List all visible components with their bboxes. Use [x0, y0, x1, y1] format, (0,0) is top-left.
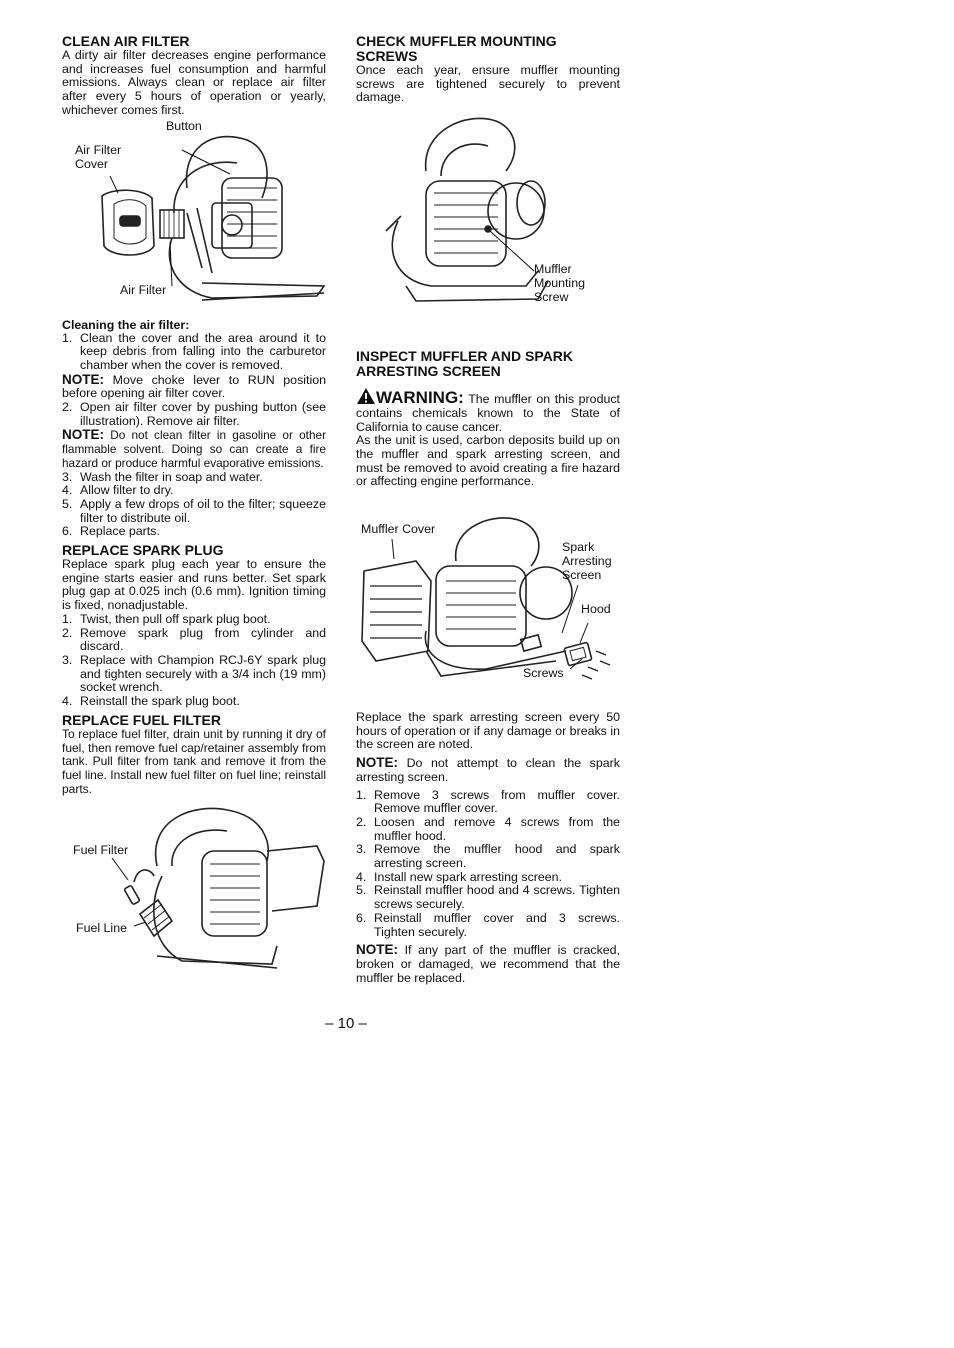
- fuel-filter-intro: To replace fuel filter, drain unit by running it dry of fuel, then remove fuel cap/retainer assembly from tank. Pull filter from tank and remove it from the fuel line. Install new fuel filter on fuel line; reinstall parts.: [62, 726, 326, 796]
- air-filter-illustration: [62, 118, 326, 318]
- fig-label-hood: Hood: [581, 602, 611, 617]
- cleaning-steps-c: [62, 471, 326, 540]
- clean-air-filter-heading: CLEAN AIR FILTER: [62, 33, 190, 49]
- fuel-filter-drawing: [62, 796, 326, 981]
- replace-spark-plug-heading: REPLACE SPARK PLUG: [62, 542, 224, 559]
- list-item: 5. Reinstall muffler hood and 4 screws. Tighten screws securely.: [356, 883, 620, 912]
- check-muffler-screws-heading: CHECK MUFFLER MOUNTING SCREWS: [356, 33, 557, 64]
- list-item: 2. Loosen and remove 4 screws from the muffler hood.: [356, 814, 620, 843]
- warning-label: WARNING:: [376, 388, 464, 408]
- page-number: – 10 –: [325, 1015, 367, 1032]
- fig-label-fuel-line: Fuel Line: [76, 921, 127, 936]
- list-item: 3. Wash the filter in soap and water.: [62, 469, 263, 484]
- list-item: 2. Remove spark plug from cylinder and discard.: [62, 625, 326, 654]
- replace-screen-paragraph: Replace the spark arresting screen every 50 hours of operation or if any damage or breaks in the screen are noted.: [356, 710, 620, 752]
- cleaning-steps-b: [62, 401, 326, 428]
- list-item: 6. Reinstall muffler cover and 3 screws. Tighten securely.: [356, 910, 620, 939]
- carbon-paragraph: As the unit is used, carbon deposits build up on the muffler and spark arresting screen, and must be removed to avoid creating a fire hazard or affecting engine performance.: [356, 433, 620, 489]
- cleaning-steps-a: [62, 332, 326, 373]
- muffler-screw-illustration: [356, 111, 620, 341]
- list-item: 5. Apply a few drops of oil to the filter; squeeze filter to distribute oil.: [62, 496, 326, 525]
- fig-label-air-filter: Air Filter: [120, 282, 167, 297]
- fig-label-muffler: Muffler: [534, 262, 572, 277]
- list-item: 2. Open air filter cover by pushing button (see illustration). Remove air filter.: [62, 400, 326, 428]
- note-solvent: NOTE: Do not clean filter in gasoline or other flammable solvent. Doing so can create a fire hazard or produce harmful evaporative emissions.: [62, 427, 327, 470]
- note-no-clean: NOTE: Do not attempt to clean the spark arresting screen.: [356, 755, 620, 784]
- fig-label-button: Button: [166, 118, 202, 133]
- list-item: 3. Replace with Champion RCJ-6Y spark plug and tighten securely with a 3/4 inch (19 mm) socket wrench.: [62, 652, 326, 695]
- fig-label-spark-2: Arresting: [562, 554, 612, 569]
- fig-label-air-filter-cover-2: Cover: [75, 156, 109, 171]
- list-item: 4. Reinstall the spark plug boot.: [62, 694, 240, 709]
- fig-label-spark-3: Screen: [562, 568, 602, 583]
- fig-label-muffler-cover: Muffler Cover: [361, 522, 436, 537]
- list-item: 6. Replace parts.: [62, 524, 160, 539]
- list-item: 4. Allow filter to dry.: [62, 483, 174, 498]
- list-item: 1. Twist, then pull off spark plug boot.: [62, 611, 271, 626]
- warning-icon: [356, 387, 376, 405]
- air-filter-intro: A dirty air filter decreases engine performance and increases fuel consumption and harmful emissions. Always clean or replace air filter after every 5 hours of operation or yearly, whichever comes first.: [62, 48, 326, 117]
- list-item: 4. Install new spark arresting screen.: [356, 869, 563, 884]
- fuel-filter-illustration: [62, 796, 326, 981]
- warning-text: The muffler on this product contains chemicals known to the State of California to cause cancer.: [356, 392, 620, 434]
- left-column: [62, 34, 326, 981]
- spark-plug-steps: [62, 613, 326, 709]
- list-item: 1. Clean the cover and the area around it to keep debris from falling into the carburetor chamber when the cover is removed.: [62, 330, 326, 372]
- fig-label-fuel-filter: Fuel Filter: [73, 843, 129, 858]
- note-choke: NOTE: Move choke lever to RUN position before opening air filter cover.: [62, 371, 326, 401]
- inspect-muffler-heading: INSPECT MUFFLER AND SPARK ARRESTING SCREEN: [356, 348, 573, 380]
- muffler-exploded-illustration: [356, 511, 620, 701]
- fig-label-screws: Screws: [523, 666, 564, 681]
- note-replace-muffler: NOTE: If any part of the muffler is cracked, broken or damaged, we recommend that the muffler be replaced.: [356, 942, 620, 985]
- list-item: 1. Remove 3 screws from muffler cover. Remove muffler cover.: [356, 787, 620, 816]
- warning-paragraph: [356, 387, 620, 434]
- muffler-screw-drawing: [356, 111, 620, 341]
- replace-fuel-filter-heading: REPLACE FUEL FILTER: [62, 711, 221, 728]
- cleaning-subheading: Cleaning the air filter:: [62, 317, 190, 332]
- fig-label-air-filter-cover-1: Air Filter: [75, 142, 122, 157]
- list-item: 3. Remove the muffler hood and spark arresting screen.: [356, 842, 620, 871]
- muffler-steps: [356, 789, 620, 940]
- muffler-screws-intro: Once each year, ensure muffler mounting screws are tightened securely to prevent damage.: [356, 63, 620, 105]
- spark-plug-intro: Replace spark plug each year to ensure the engine starts easier and runs better. Set spark plug gap at 0.025 inch (0.6 mm). Ignition timing is fixed, nonadjustable.: [62, 557, 326, 613]
- right-column: [356, 34, 620, 985]
- fig-label-spark-1: Spark: [562, 540, 595, 555]
- fig-label-screw: Screw: [534, 290, 569, 305]
- fig-label-mounting: Mounting: [534, 276, 585, 291]
